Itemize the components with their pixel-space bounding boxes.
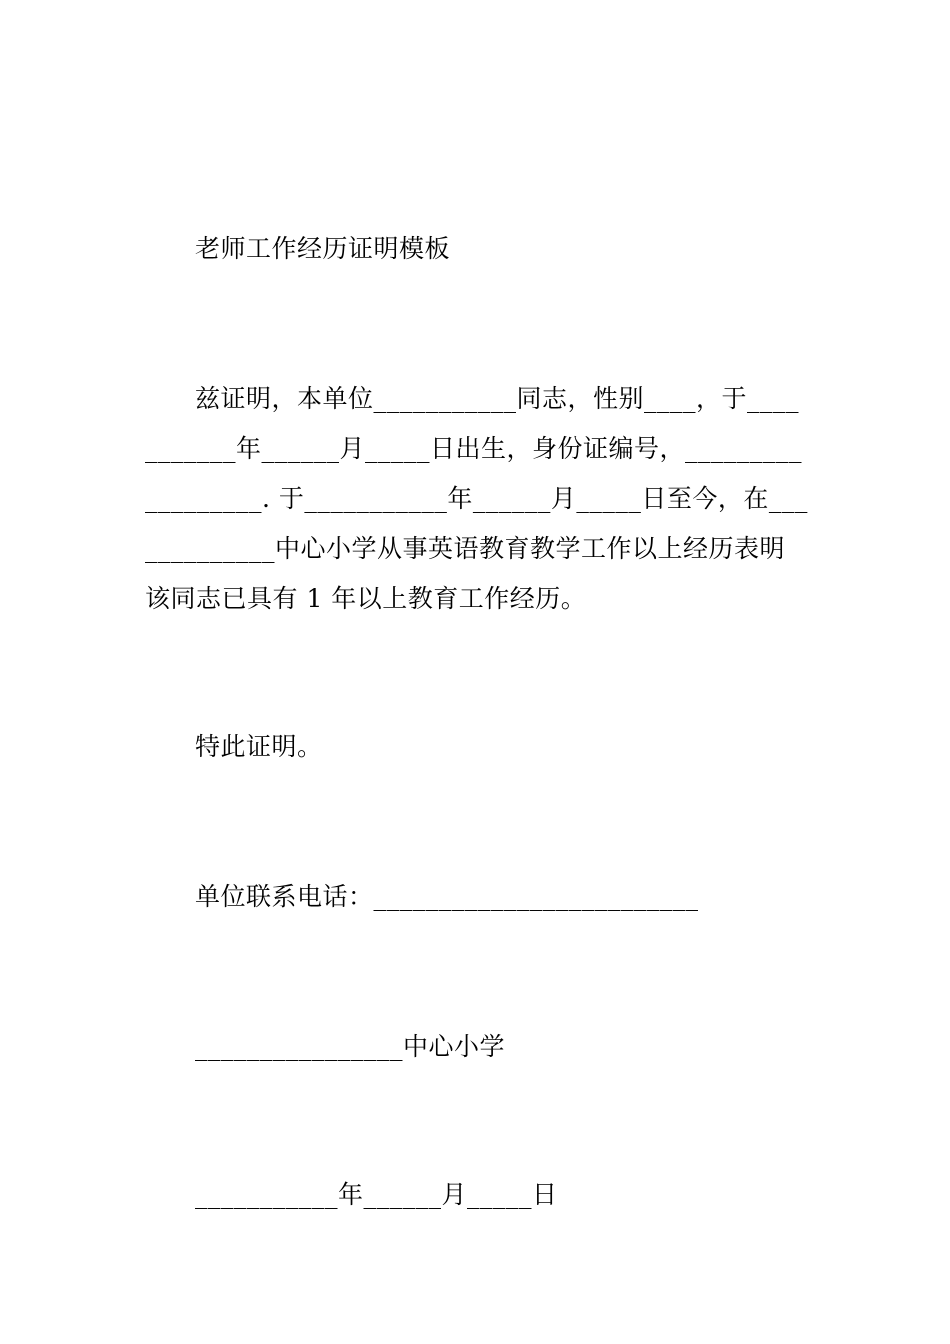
body-line-3: _________. 于___________年______月_____日至今，在___	[145, 484, 808, 513]
body-line-4: __________中心小学从事英语教育教学工作以上经历表明	[145, 534, 786, 563]
school-line: ________________中心小学	[195, 1032, 506, 1061]
body-line-2: _______年______月_____日出生，身份证编号，_________	[145, 434, 803, 463]
body-line-5: 该同志已具有 1 年以上教育工作经历。	[145, 584, 587, 613]
date-line: ___________年______月_____日	[195, 1180, 558, 1209]
document-title: 老师工作经历证明模板	[195, 234, 451, 263]
phone-line: 单位联系电话：_________________________	[195, 882, 699, 911]
closing-statement: 特此证明。	[195, 732, 323, 761]
body-line-1: 兹证明，本单位___________同志，性别____，于____	[195, 384, 800, 413]
